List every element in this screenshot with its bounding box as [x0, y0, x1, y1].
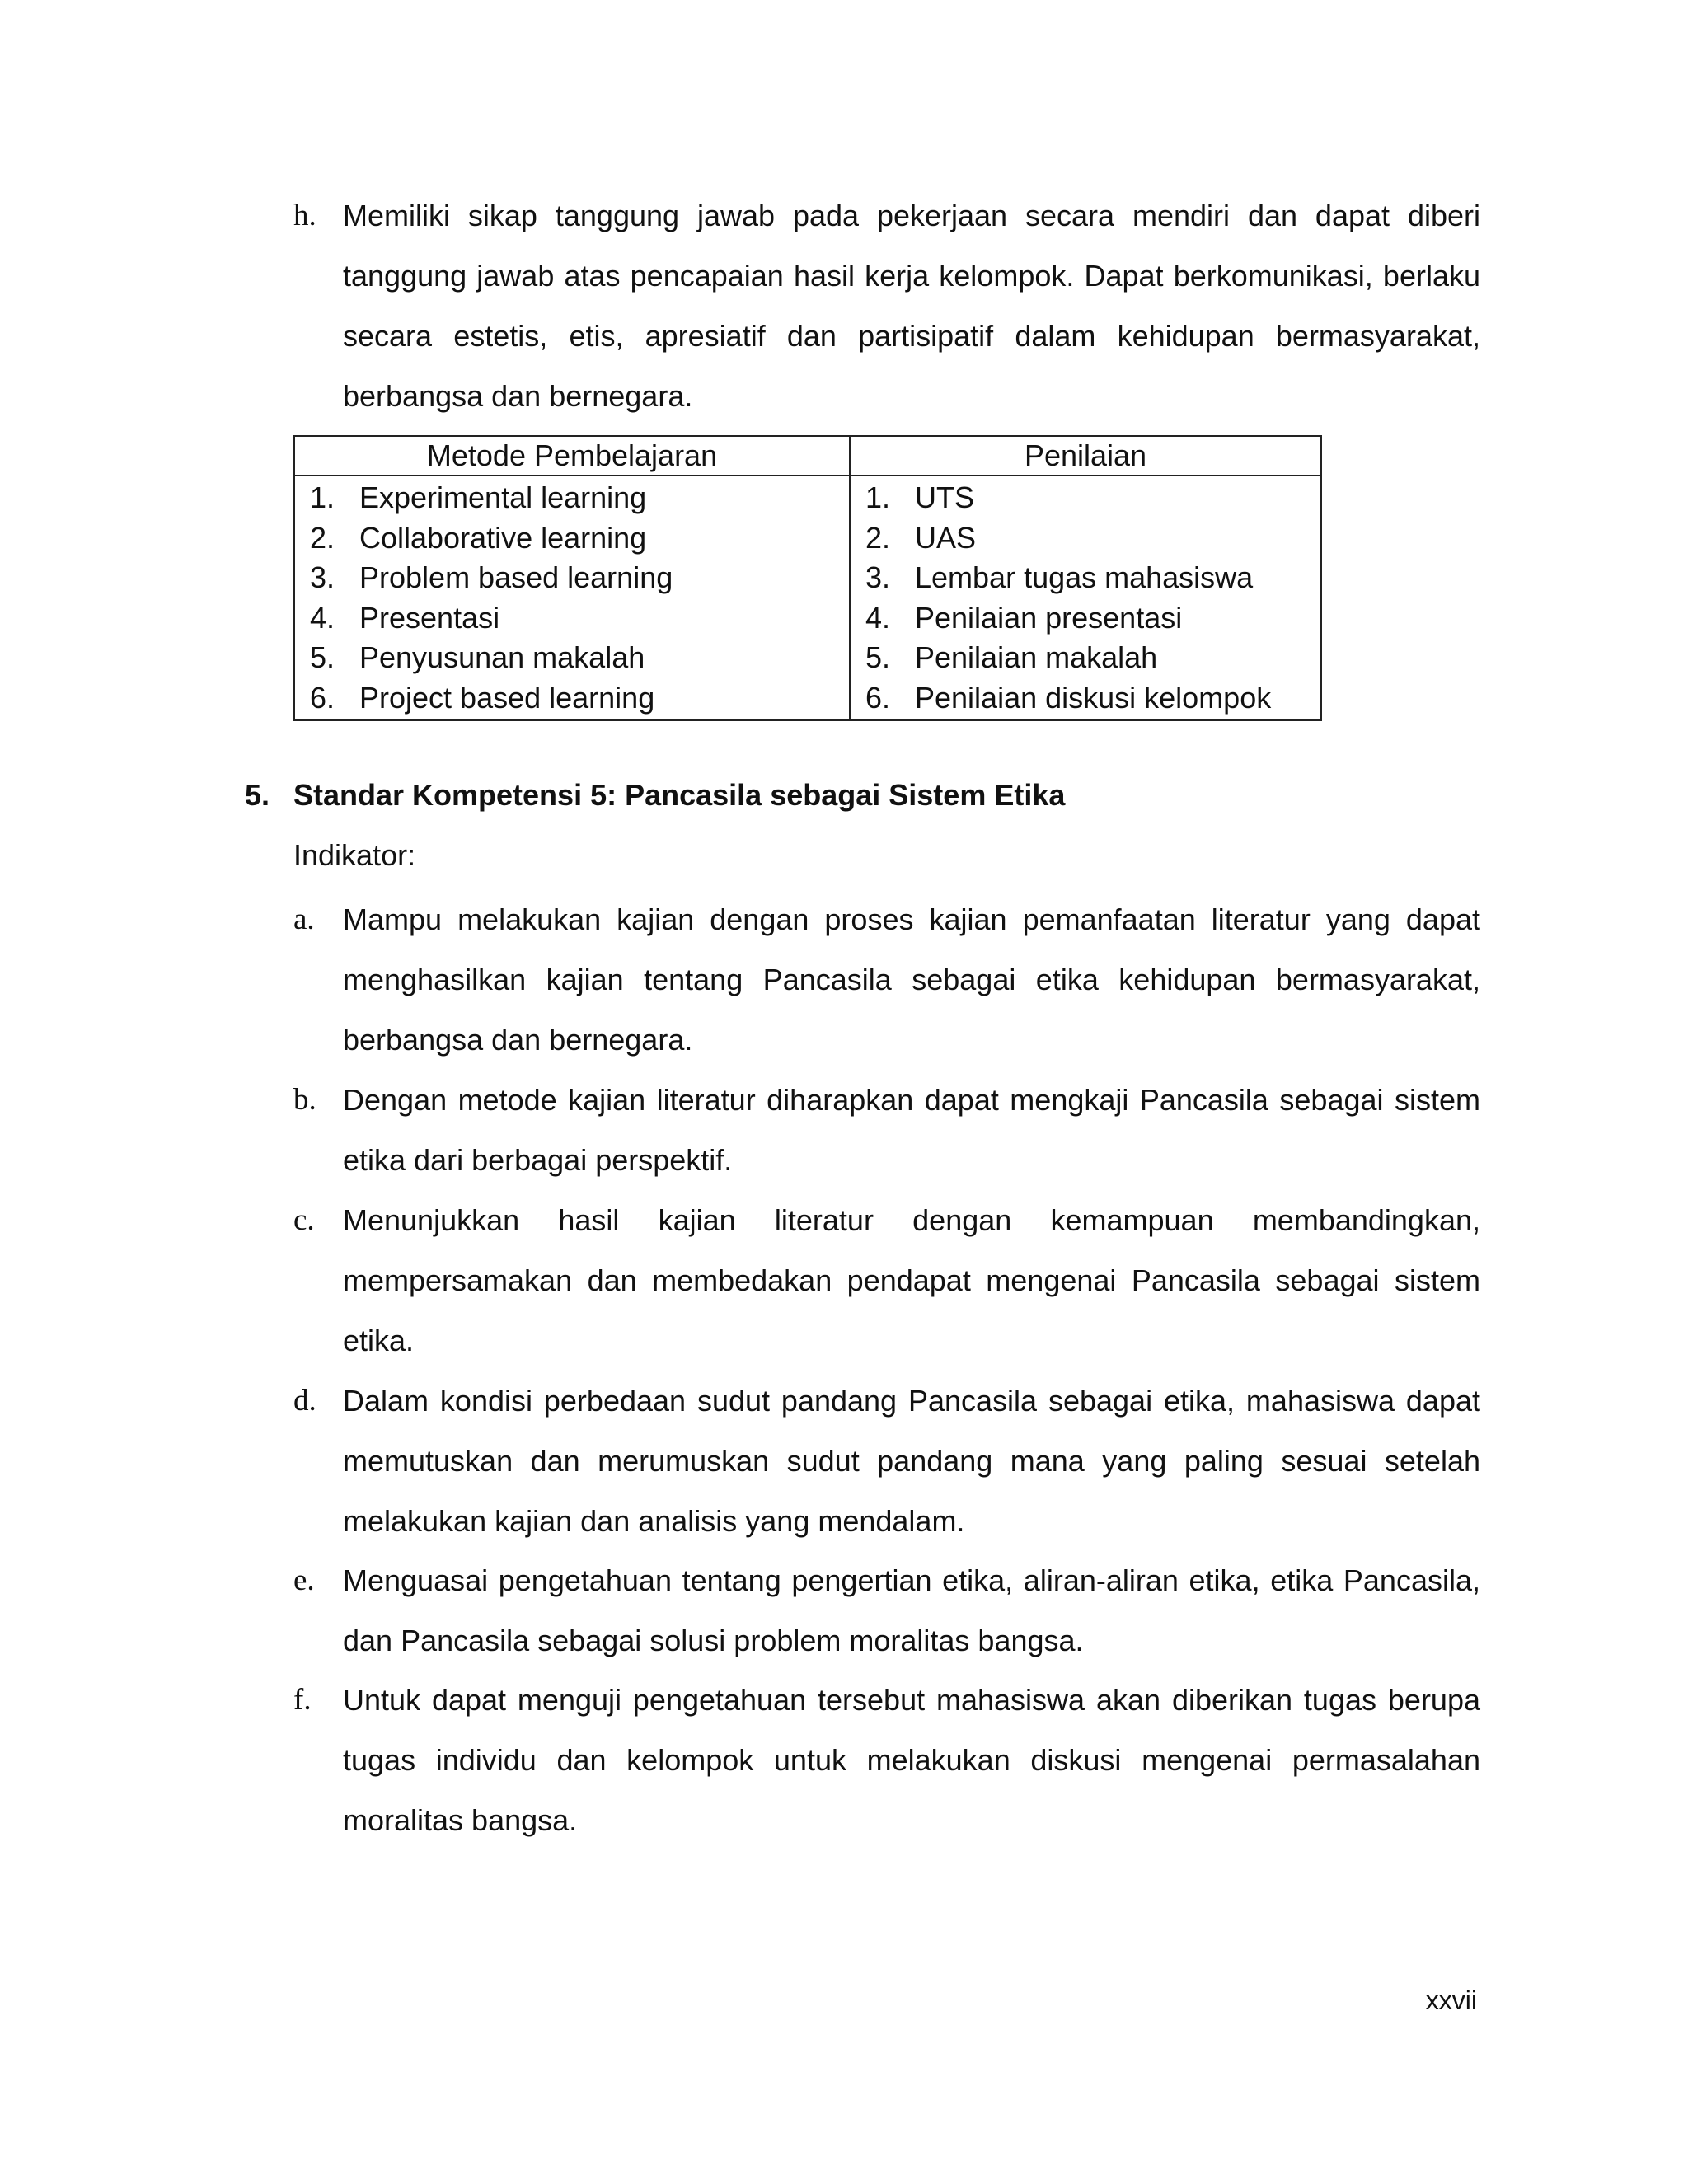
list-marker: b. — [293, 1083, 316, 1117]
table-header-row — [294, 436, 1321, 476]
table-row — [865, 638, 1320, 678]
section-heading — [245, 771, 1065, 820]
list-item-text: Dengan metode kajian literatur diharapkan dapat mengkaji Pancasila sebagai sistem etika dari berbagai perspektif. — [343, 1083, 1480, 1177]
learning-assessment-table — [293, 435, 1322, 721]
row-text: Lembar tugas mahasiswa — [915, 560, 1254, 594]
row-number: 1. — [865, 480, 891, 514]
row-number: 4. — [865, 600, 891, 635]
list-item-text: Dalam kondisi perbedaan sudut pandang Pancasila sebagai etika, mahasiswa dapat memutuskan dan merumuskan sudut pandang mana yang paling sesuai setelah melakukan kajian dan analisis yang mendalam. — [343, 1384, 1480, 1538]
section-number: 5. — [245, 778, 270, 812]
list-item-h — [293, 185, 1480, 426]
list-marker: h. — [293, 199, 316, 232]
table-row — [865, 678, 1320, 719]
table-body-row — [294, 476, 1321, 720]
list-item-a — [293, 889, 1480, 1070]
table-row — [310, 598, 849, 639]
list-item-c — [293, 1190, 1480, 1371]
list-marker: e. — [293, 1563, 315, 1597]
page-number: xxvii — [1425, 1985, 1477, 2015]
row-text: Collaborative learning — [359, 520, 647, 555]
assessment-cell — [850, 476, 1321, 720]
row-number: 6. — [310, 680, 335, 715]
list-item-b — [293, 1070, 1480, 1190]
row-text: Experimental learning — [359, 480, 647, 514]
row-text: Problem based learning — [359, 560, 673, 594]
list-marker: d. — [293, 1384, 316, 1418]
list-item-e — [293, 1550, 1480, 1671]
row-number: 3. — [865, 560, 891, 594]
row-text: UTS — [915, 480, 974, 514]
table-row — [865, 518, 1320, 559]
table-row — [865, 598, 1320, 639]
section-title: Standar Kompetensi 5: Pancasila sebagai Sistem Etika — [293, 778, 1066, 812]
row-text: UAS — [915, 520, 977, 555]
list-item-f — [293, 1670, 1480, 1850]
table-row — [310, 558, 849, 598]
row-text: Penilaian diskusi kelompok — [915, 680, 1272, 715]
row-number: 4. — [310, 600, 335, 635]
row-number: 6. — [865, 680, 891, 715]
row-number: 5. — [865, 640, 891, 674]
row-text: Project based learning — [359, 680, 655, 715]
list-marker: c. — [293, 1203, 315, 1237]
list-item-text: Untuk dapat menguji pengetahuan tersebut mahasiswa akan diberikan tugas berupa tugas individu dan kelompok untuk melakukan diskusi mengenai permasalahan moralitas bangsa. — [343, 1683, 1480, 1837]
list-item-d — [293, 1371, 1480, 1551]
list-marker: a. — [293, 902, 315, 936]
table-row — [310, 478, 849, 518]
table-row — [865, 478, 1320, 518]
list-marker: f. — [293, 1683, 312, 1717]
list-item-text: Menguasai pengetahuan tentang pengertian etika, aliran-aliran etika, etika Pancasila, dan Pancasila sebagai solusi problem moralitas bangsa. — [343, 1563, 1480, 1657]
list-item-text: Menunjukkan hasil kajian literatur dengan kemampuan membandingkan, mempersamakan dan membedakan pendapat mengenai Pancasila sebagai sistem etika. — [343, 1203, 1480, 1357]
list-item-text: Memiliki sikap tanggung jawab pada pekerjaan secara mendiri dan dapat diberi tanggung jawab atas pencapaian hasil kerja kelompok. Dapat berkomunikasi, berlaku secara estetis, etis, apresiatif dan partisipatif dalam kehidupan bermasyarakat, berbangsa dan bernegara. — [343, 199, 1480, 413]
row-text: Penyusunan makalah — [359, 640, 645, 674]
table-row — [310, 638, 849, 678]
row-number: 5. — [310, 640, 335, 674]
learning-method-cell — [294, 476, 850, 720]
list-item-text: Mampu melakukan kajian dengan proses kajian pemanfaatan literatur yang dapat menghasilkan kajian tentang Pancasila sebagai etika kehidupan bermasyarakat, berbangsa dan bernegara. — [343, 902, 1480, 1057]
indikator-label: Indikator: — [293, 838, 416, 872]
row-number: 3. — [310, 560, 335, 594]
row-text: Penilaian presentasi — [915, 600, 1183, 635]
row-number: 2. — [310, 520, 335, 555]
row-text: Penilaian makalah — [915, 640, 1158, 674]
row-number: 1. — [310, 480, 335, 514]
row-text: Presentasi — [359, 600, 500, 635]
header-learning-method: Metode Pembelajaran — [294, 436, 850, 476]
table-row — [310, 678, 849, 719]
table-row — [310, 518, 849, 559]
table-row — [865, 558, 1320, 598]
row-number: 2. — [865, 520, 891, 555]
header-assessment: Penilaian — [850, 436, 1321, 476]
